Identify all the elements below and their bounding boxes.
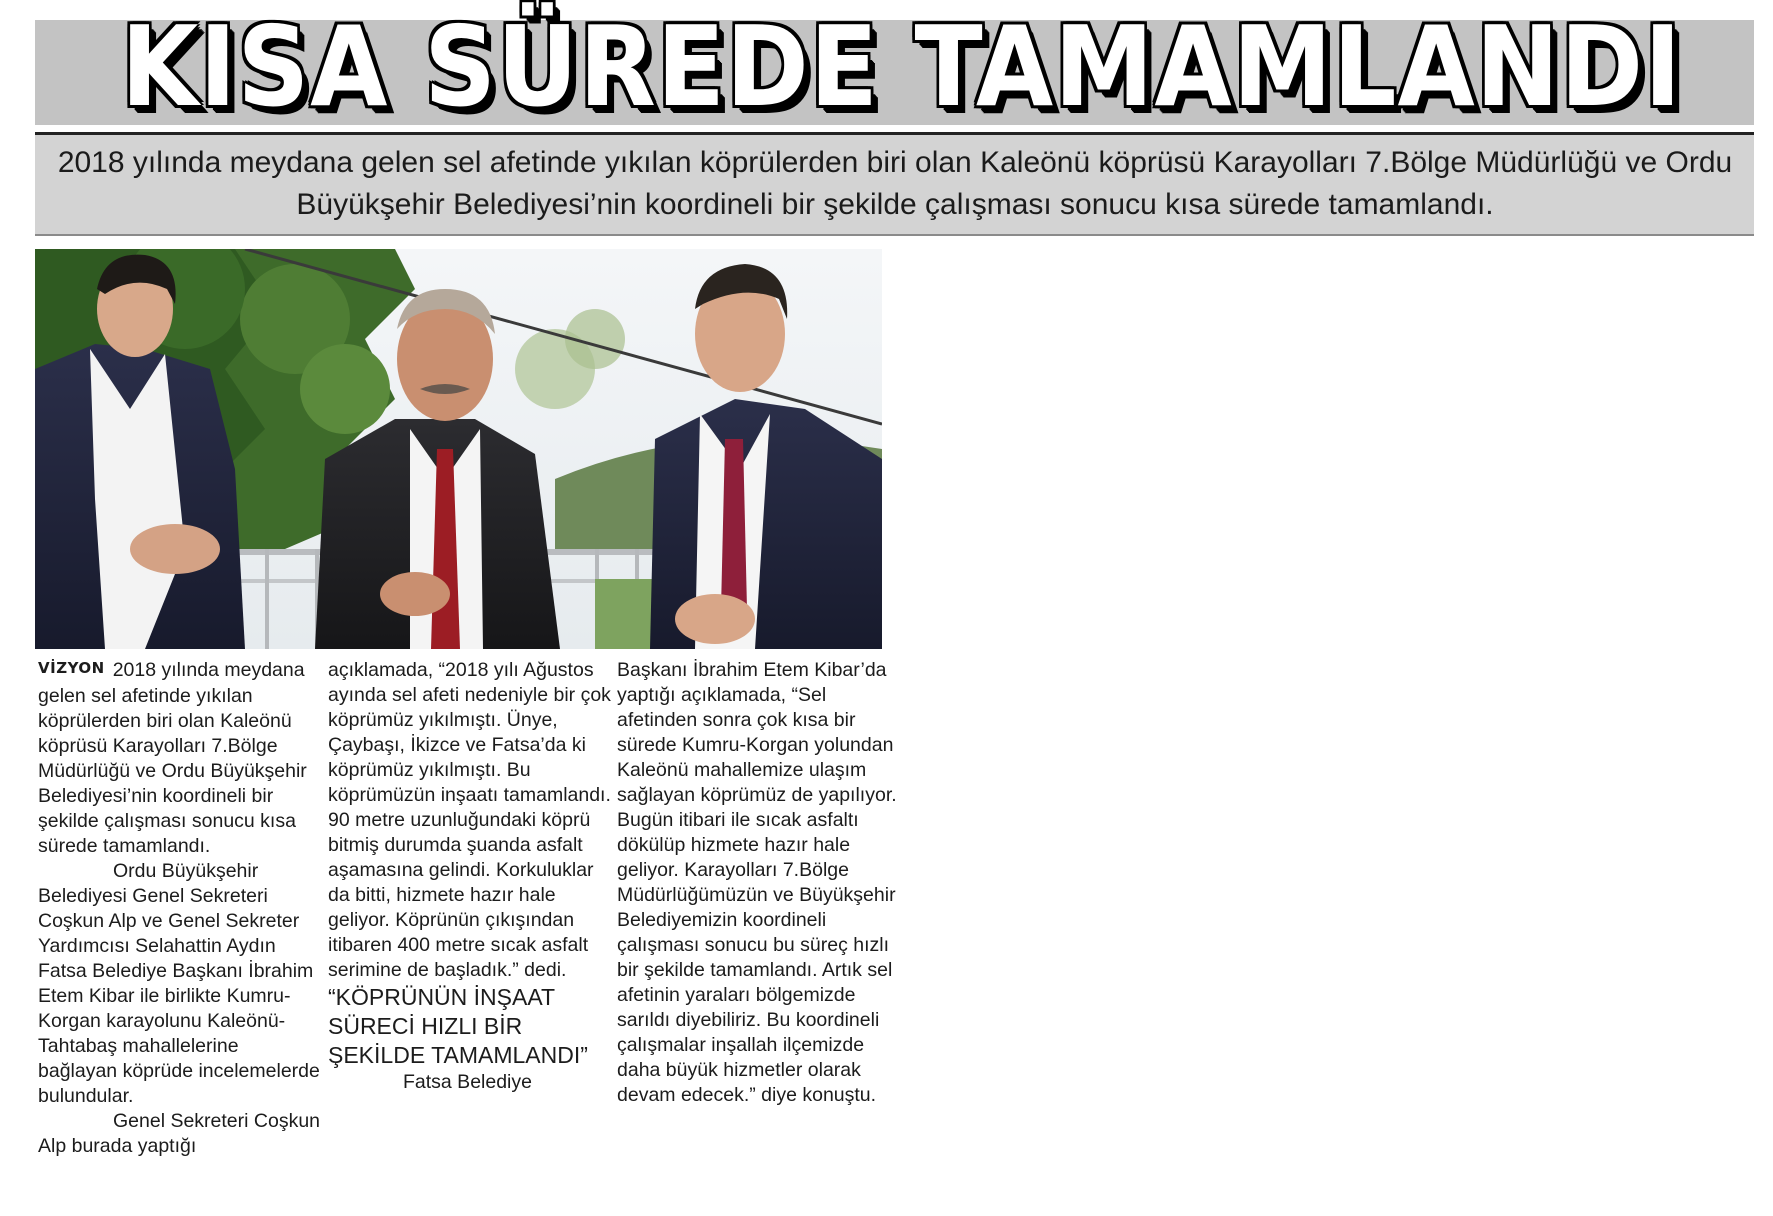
- article-paragraph: Başkanı İbrahim Etem Kibar’da yaptığı açıklamada, “Sel afetinden sonra çok kısa bir sürede Kumru-Korgan yolundan Kaleönü mahallemize ulaşım sağlayan köprümüz de yapılıyor. Bugün itibari ile sıcak asfaltı dökülüp hizmete hazır hale geliyor. Karayolları 7.Bölge Müdürlüğümüzün ve Büyükşehir Belediyemizin koordineli çalışması sonucu bu süreç hızlı bir şekilde tamamlandı. Artık sel afetinin yaraları bölgemizde sarıldı diyebiliriz. Bu koordineli çalışmalar inşallah ilçemizde daha büyük hizmetler olarak devam edecek.” diye konuştu.: [617, 659, 897, 1106]
- article-column-2: [328, 658, 613, 1095]
- article-paragraph: Ordu Büyükşehir Belediyesi Genel Sekreteri Coşkun Alp ve Genel Sekreter Yardımcısı Selahattin Aydın Fatsa Belediye Başkanı İbrahim Etem Kibar ile birlikte Kumru-Korgan karayolunu Kaleönü-Tahtabaş mahallelerine bağlayan köprüde incelemelerde bulundular.: [38, 860, 320, 1107]
- article-paragraph: Genel Sekreteri Coşkun Alp burada yaptığı: [38, 1110, 321, 1157]
- vizyon-logo: VİZYON: [38, 659, 105, 677]
- spot-text: 2018 yılında meydana gelen sel afetinde yıkılan köprülerden biri olan Kaleönü köprüsü Karayolları 7.Bölge Müdürlüğü ve Ordu Büyükşehir Belediyesi’nin koordineli bir şekilde çalışması sonucu kısa sürede tamamlandı.: [57, 146, 1733, 221]
- article-column-3: [617, 658, 902, 1108]
- article-column-1: [38, 658, 323, 1159]
- article-paragraph: açıklamada, “2018 yılı Ağustos ayında sel afeti nedeniyle bir çok köprümüz yıkılmıştı. Ünye, Çaybaşı, İkizce ve Fatsa’da ki köprümüz yıkılmıştı. Bu köprümüzün inşaatı tamamlandı. 90 metre uzunluğundaki köprü bitmiş durumda şuanda asfalt aşamasına gelindi. Korkuluklar da bitti, hizmete hazır hale geliyor. Köprünün çıkışından itibaren 400 metre sıcak asfalt serimine de başladık.” dedi.: [328, 659, 611, 981]
- article-paragraph: [38, 658, 323, 859]
- article-subheading: “KÖPRÜNÜN İNŞAAT SÜRECİ HIZLI BİR ŞEKİLDE TAMAMLANDI”: [328, 984, 588, 1068]
- news-photo-illustration: [35, 249, 882, 649]
- news-photo: [35, 249, 882, 649]
- article-paragraph: Fatsa Belediye: [403, 1071, 532, 1093]
- lead-paragraph-text: 2018 yılında meydana gelen sel afetinde yıkılan köprülerden biri olan Kaleönü köprüsü Karayolları 7.Bölge Müdürlüğü ve Ordu Büyükşehir Belediyesi’nin koordineli bir şekilde çalışması sonucu kısa sürede tamamlandı.: [38, 659, 307, 857]
- headline: KISA SÜREDE TAMAMLANDI: [120, 3, 1683, 132]
